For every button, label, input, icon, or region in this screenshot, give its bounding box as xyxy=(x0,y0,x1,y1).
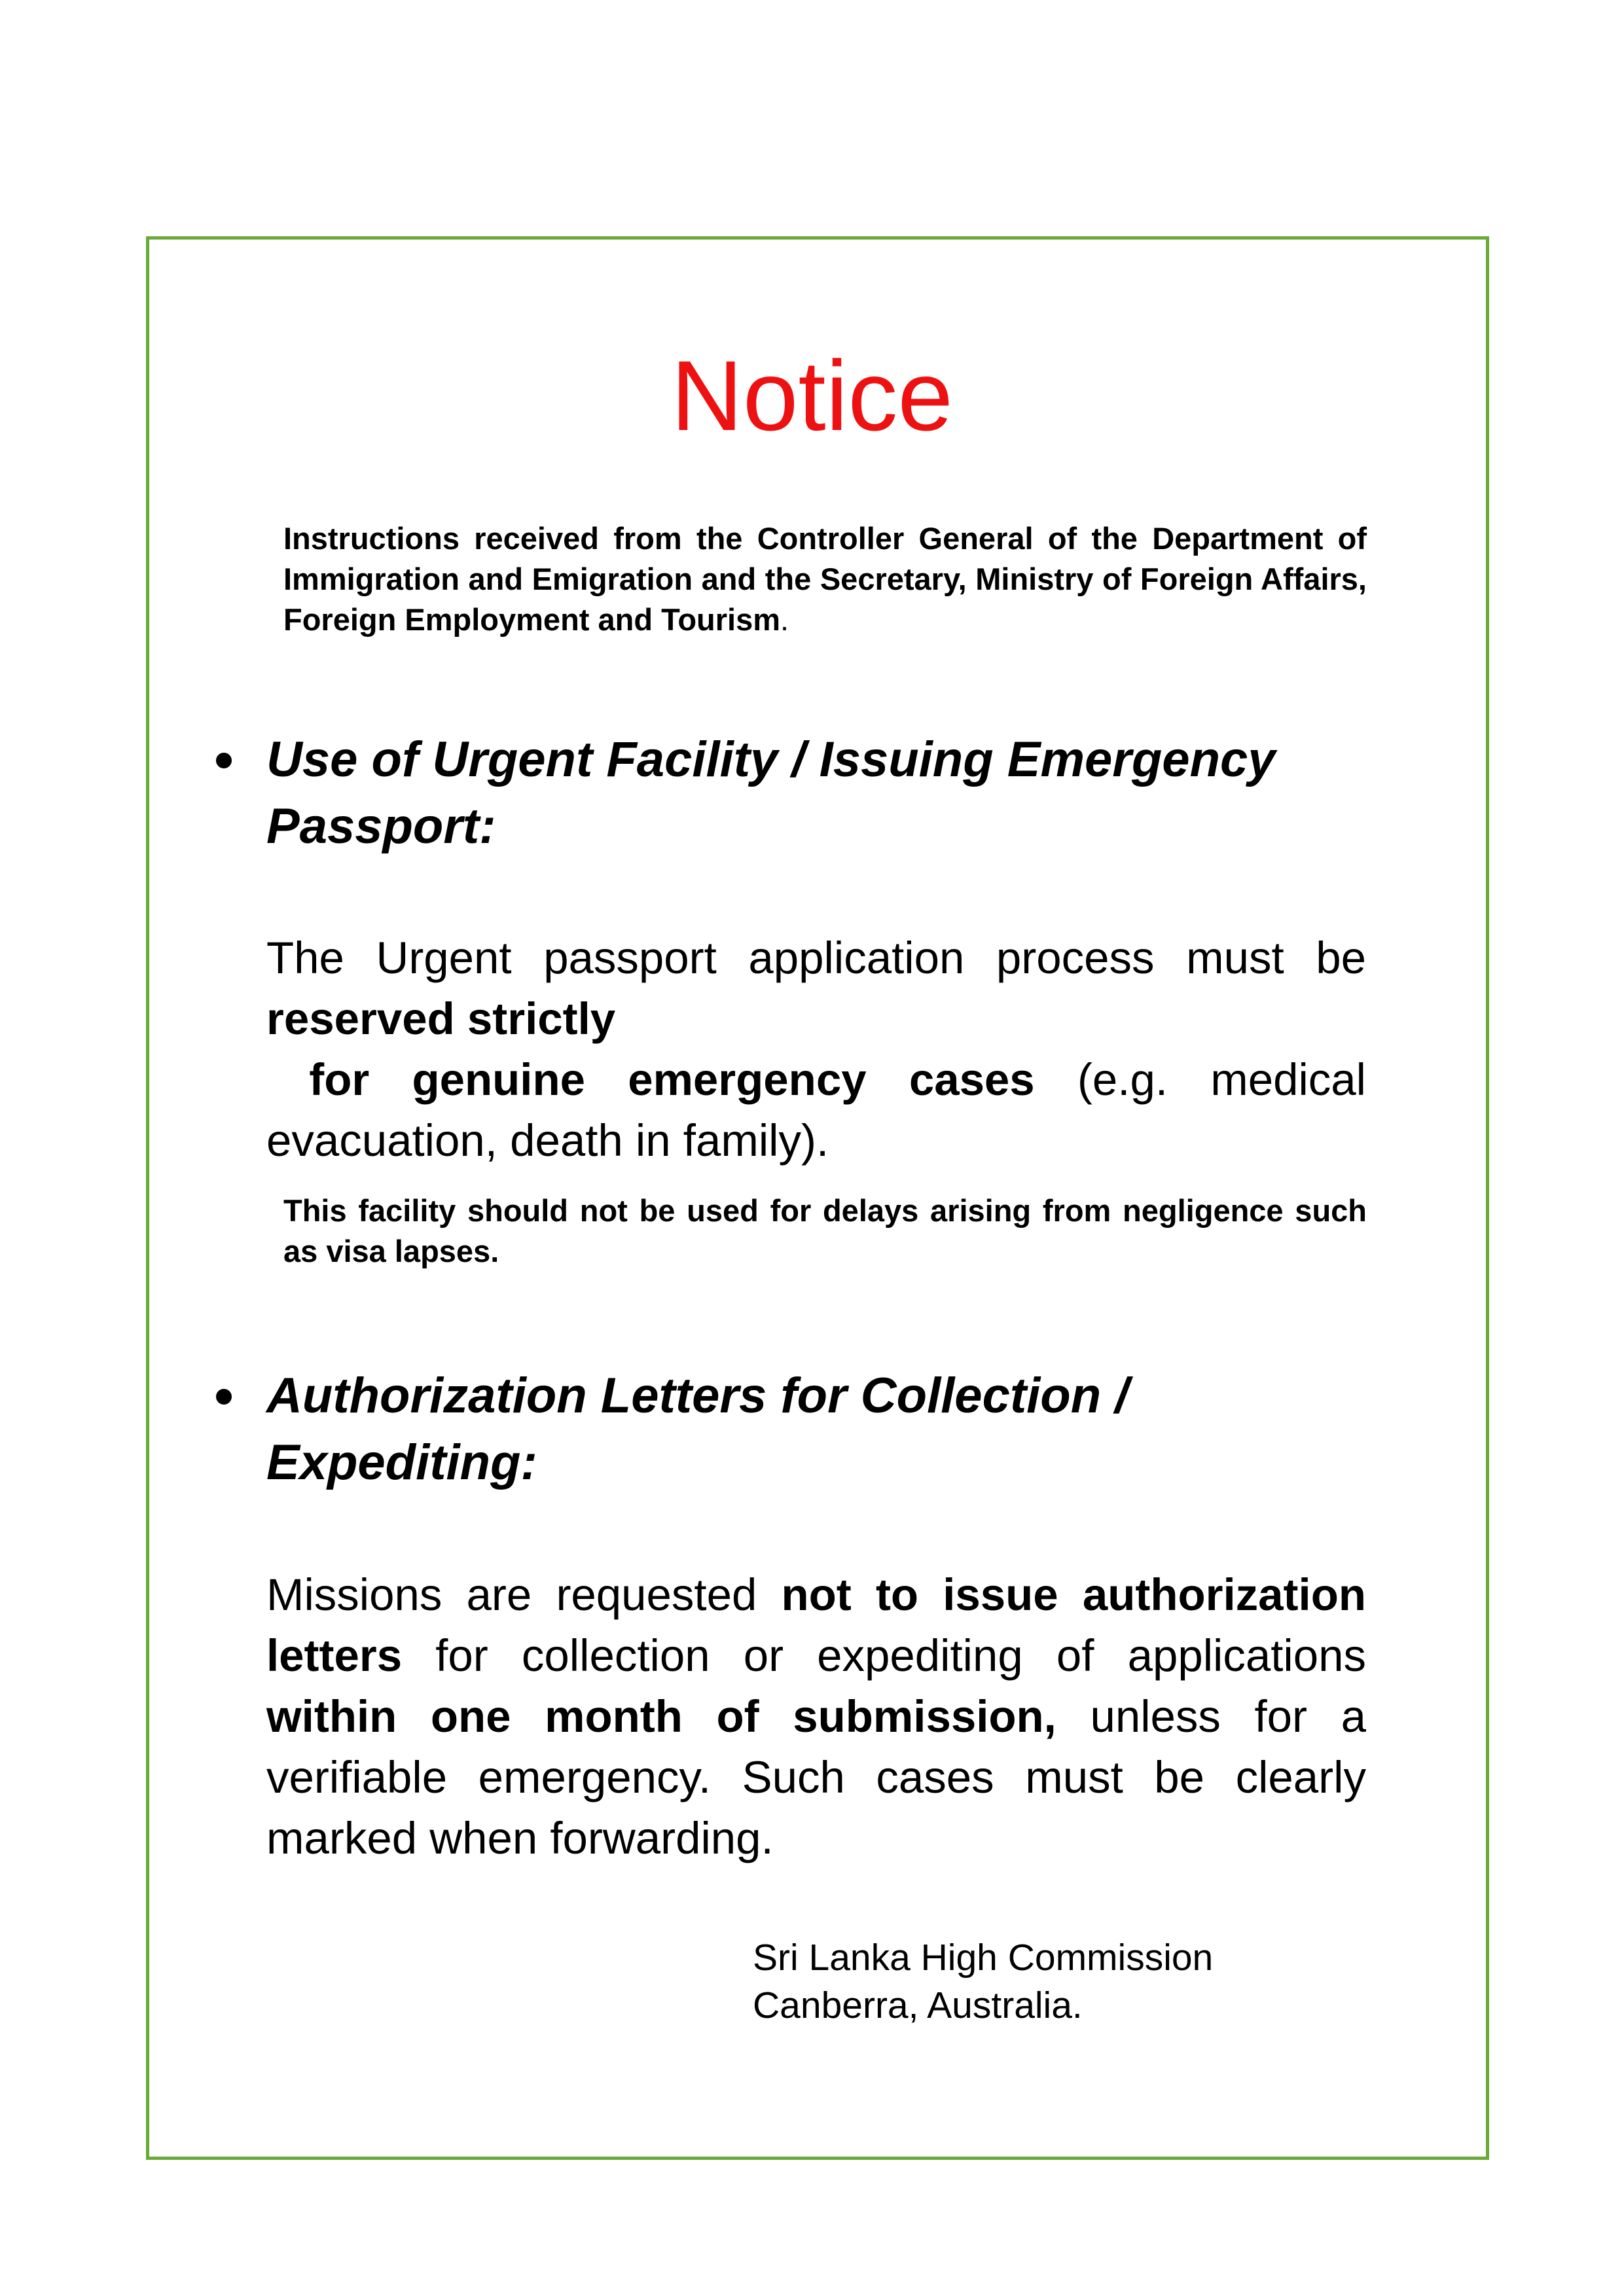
body-line: evacuation, death in family). xyxy=(266,1115,829,1166)
signature-line: Sri Lanka High Commission xyxy=(753,1937,1214,1979)
section-heading: Authorization Letters for Collection / Expediting: xyxy=(266,1368,1129,1490)
intro-period: . xyxy=(780,602,789,637)
section-heading: Use of Urgent Facility / Issuing Emergency Passport: xyxy=(266,732,1276,854)
body-line-bold: reserved strictly xyxy=(266,994,616,1044)
section-note: This facility should not be used for delays arising from negligence such as visa lapses. xyxy=(283,1193,1367,1268)
signature-line: Canberra, Australia. xyxy=(753,1984,1083,2026)
body-line: for genuine emergency cases (e.g. medical xyxy=(266,1054,1366,1105)
section-body xyxy=(266,927,1366,1171)
intro-text: Instructions received from the Controller General of the Department of Immigration and Emigration and the Secretary, Ministry of Foreign Affairs, Foreign Employment and Tourism xyxy=(283,521,1367,637)
bullet-icon xyxy=(216,753,232,768)
bullet-icon xyxy=(216,1389,232,1405)
section-body: Missions are requested not to issue authorization letters for collection or expediting of applications within one month of submission, unless for a verifiable emergency. Such cases must be clearly marked when forwarding. xyxy=(266,1570,1366,1863)
signature-block xyxy=(753,1934,1213,2030)
body-line: The Urgent passport application process must be xyxy=(266,933,1366,983)
notice-title: Notice xyxy=(671,340,953,452)
intro-paragraph xyxy=(283,518,1367,640)
